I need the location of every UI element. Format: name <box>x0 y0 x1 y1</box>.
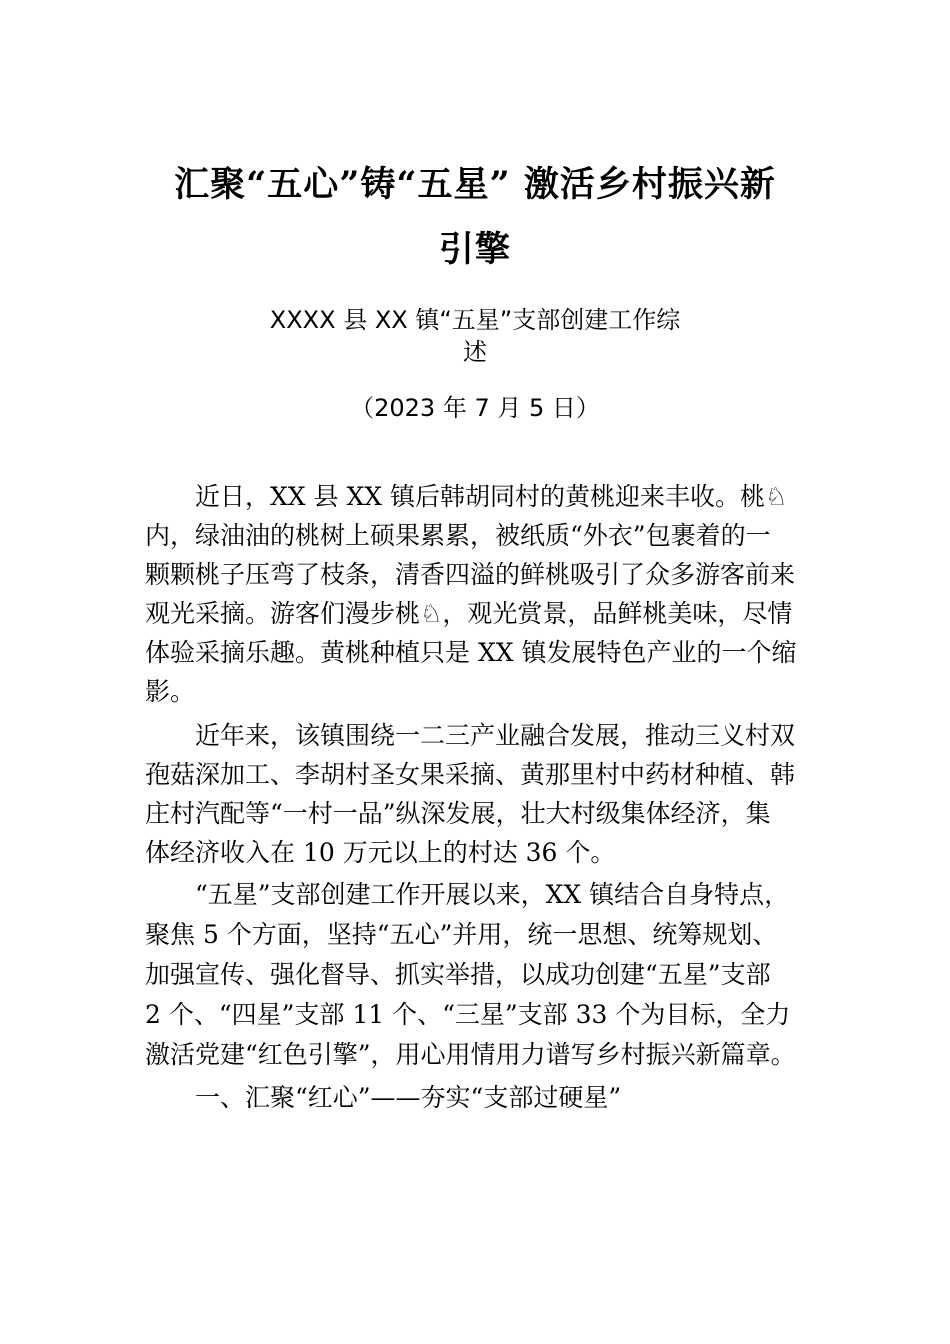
document-subtitle-line-1: XXXX 县 XX 镇“五星”支部创建工作综 <box>269 306 681 334</box>
paragraph-2-line-1: 近年来，该镇围绕一二三产业融合发展，推动三义村双 <box>145 721 796 750</box>
paragraph-1-line-6: 影。 <box>145 677 196 706</box>
paragraph-2-line-2: 孢菇深加工、李胡村圣女果采摘、黄那里村中药材种植、韩 <box>145 760 796 789</box>
paragraph-3-line-2: 聚焦 5 个方面，坚持“五心”并用，统一思想、统筹规划、 <box>145 920 778 949</box>
paragraph-1-line-1: 近日，XX 县 XX 镇后韩胡同村的黄桃迎来丰收。桃♘ <box>145 482 788 511</box>
paragraph-3-line-1: “五星”支部创建工作开展以来，XX 镇结合自身特点， <box>145 880 790 909</box>
document-title-line-1: 汇聚“五心”铸“五星” 激活乡村振兴新 <box>174 164 776 205</box>
document-subtitle-line-2: 述 <box>463 338 487 366</box>
document-date: （2023 年 7 月 5 日） <box>350 394 600 422</box>
paragraph-2-line-3: 庄村汽配等“一村一品”纵深发展，壮大村级集体经济，集 <box>145 799 771 828</box>
section-heading-1: 一、汇聚“红心”——夯实“支部过硬星” <box>145 1083 622 1112</box>
paragraph-3-line-3: 加强宣传、强化督导、抓实举措，以成功创建“五星”支部 <box>145 960 771 989</box>
paragraph-1-line-5: 体验采摘乐趣。黄桃种植只是 XX 镇发展特色产业的一个缩 <box>145 638 797 667</box>
paragraph-1-line-2: 内，绿油油的桃树上硕果累累，被纸质“外衣”包裹着的一 <box>145 521 771 550</box>
document-title-line-2: 引擎 <box>438 229 511 270</box>
paragraph-1-line-4: 观光采摘。游客们漫步桃♘，观光赏景，品鲜桃美味，尽情 <box>145 599 793 628</box>
paragraph-3-line-4: 2 个、“四星”支部 11 个、“三星”支部 33 个为目标，全力 <box>145 1000 791 1029</box>
paragraph-1-line-3: 颗颗桃子压弯了枝条，清香四溢的鲜桃吸引了众多游客前来 <box>145 560 796 589</box>
paragraph-3-line-5: 激活党建“红色引擎”，用心用情用力谱写乡村振兴新篇章。 <box>145 1040 796 1069</box>
paragraph-2-line-4: 体经济收入在 10 万元以上的村达 36 个。 <box>145 838 616 867</box>
